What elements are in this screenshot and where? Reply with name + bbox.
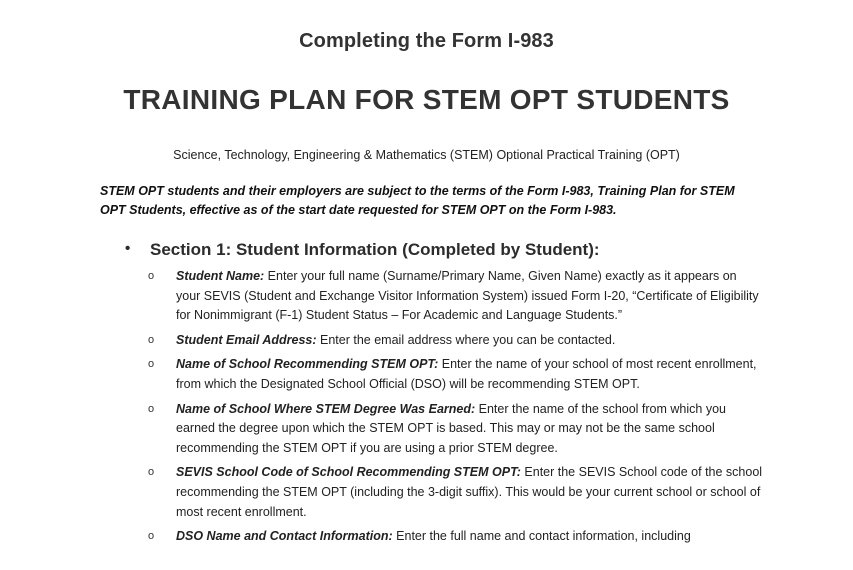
item-text: Enter your full name (Surname/Primary Name, Given Name) exactly as it appears on your SEVIS (Student and Exchange Visitor Information System) issued Form I-20, “Certificate of Eligibility for Nonimmigrant (F-1) Student Status – For Academic and Language Students.” bbox=[176, 269, 759, 323]
item-label: DSO Name and Contact Information: bbox=[176, 529, 393, 544]
item-text: Enter the full name and contact information, including bbox=[392, 529, 691, 544]
subtitle: Science, Technology, Engineering & Mathematics (STEM) Optional Practical Training (OPT) bbox=[173, 148, 680, 162]
circle-bullet-icon: o bbox=[148, 270, 155, 282]
list-item-dso-contact bbox=[148, 527, 763, 547]
circle-bullet-icon: o bbox=[148, 402, 155, 415]
item-label: Name of School Recommending STEM OPT: bbox=[176, 357, 439, 372]
list-item-student-email bbox=[148, 331, 763, 351]
list-item-sevis-school-code bbox=[148, 463, 763, 522]
circle-bullet-icon: o bbox=[148, 530, 155, 543]
section-heading: Section 1: Student Information (Completed by Student): bbox=[150, 240, 600, 259]
section-1-list bbox=[148, 267, 763, 552]
notice-paragraph: STEM OPT students and their employers are subject to the terms of the Form I-983, Training Plan for STEM OPT Students, effective as of the start date requested for STEM OPT on the Form I-983. bbox=[100, 184, 735, 217]
item-text: Enter the SEVIS School code of the school recommending the STEM OPT (including the 3-digit suffix). This would be your current school or school of most recent enrollment. bbox=[176, 465, 763, 519]
item-label: Name of School Where STEM Degree Was Earned: bbox=[176, 401, 476, 416]
list-item-school-recommending bbox=[148, 355, 763, 394]
circle-bullet-icon: o bbox=[148, 358, 155, 371]
list-item-student-name bbox=[148, 267, 763, 326]
document-title: Completing the Form I-983 bbox=[299, 30, 554, 52]
main-heading: TRAINING PLAN FOR STEM OPT STUDENTS bbox=[123, 84, 730, 115]
list-item-school-degree-earned bbox=[148, 400, 763, 459]
item-text: Enter the email address where you can be contacted. bbox=[316, 332, 616, 347]
item-label: Student Email Address: bbox=[176, 332, 317, 347]
circle-bullet-icon: o bbox=[148, 333, 155, 346]
item-label: Student Name: bbox=[176, 269, 265, 283]
item-label: SEVIS School Code of School Recommending STEM OPT: bbox=[176, 465, 521, 480]
item-text: Enter the name of the school from which you earned the degree upon which the STEM OPT is based. This may or may not be the same school recommending the STEM OPT if you are using a prior STEM degree. bbox=[176, 401, 726, 455]
item-text: Enter the name of your school of most recent enrollment, from which the Designated School Official (DSO) will be recommending STEM OPT. bbox=[176, 357, 757, 391]
bullet-icon: • bbox=[125, 240, 131, 257]
circle-bullet-icon: o bbox=[148, 466, 155, 479]
